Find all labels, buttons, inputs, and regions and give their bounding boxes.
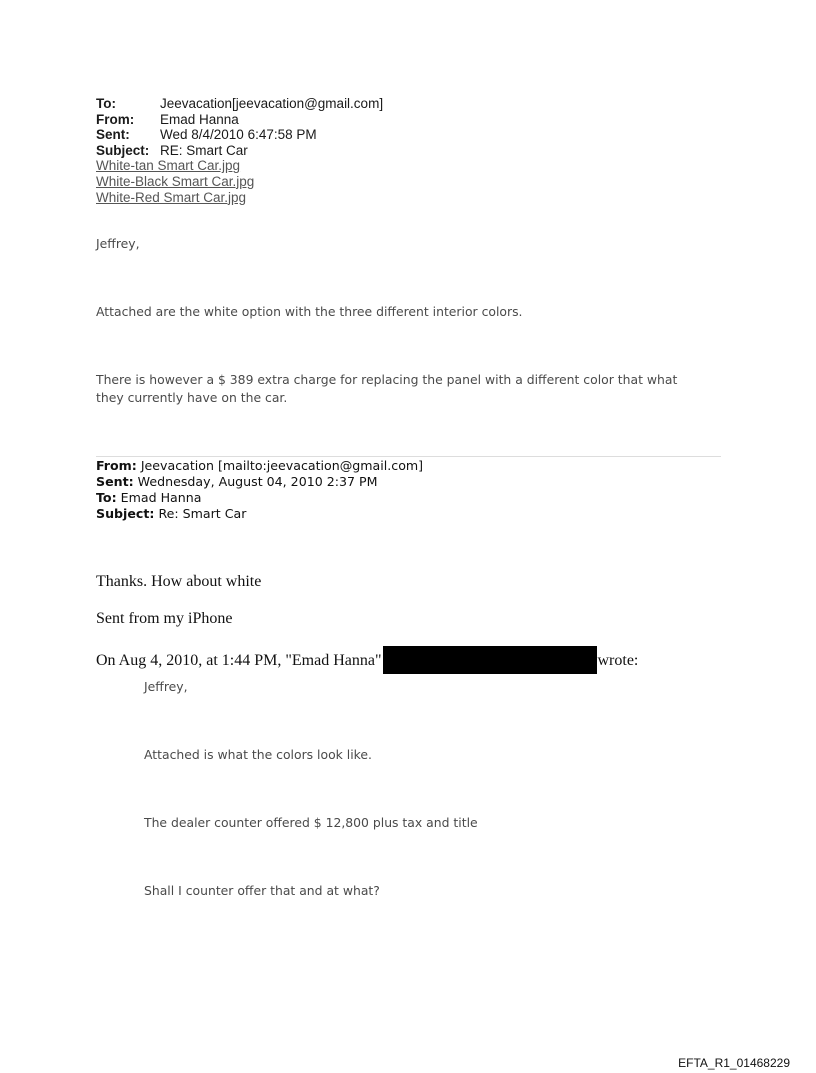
to-row — [96, 96, 383, 112]
sent-row — [96, 127, 383, 143]
original-to-value: Emad Hanna — [120, 490, 202, 505]
original-sent-row — [96, 474, 423, 490]
original-from-label: From: — [96, 458, 137, 473]
redaction-block — [383, 646, 597, 674]
original-signature: Sent from my iPhone — [96, 610, 233, 627]
quoted-paragraph-2: The dealer counter offered $ 12,800 plus tax and title — [144, 815, 478, 830]
original-sent-label: Sent: — [96, 474, 134, 489]
quote-attribution — [96, 646, 638, 674]
sent-value: Wed 8/4/2010 6:47:58 PM — [160, 127, 317, 143]
original-line-1: Thanks. How about white — [96, 573, 262, 590]
to-label: To: — [96, 96, 116, 111]
reply-paragraph-1: Attached are the white option with the three different interior colors. — [96, 304, 523, 319]
original-to-label: To: — [96, 490, 117, 505]
original-from-value: Jeevacation [mailto:jeevacation@gmail.com] — [140, 458, 424, 473]
attachment-link-white-black[interactable]: White-Black Smart Car.jpg — [96, 173, 255, 189]
from-label: From: — [96, 111, 135, 127]
reply-paragraph-2: There is however a $ 389 extra charge for replacing the panel with a different color that what they currently have on the car. — [96, 372, 678, 405]
quoted-greeting: Jeffrey, — [144, 679, 188, 694]
separator-line — [96, 456, 721, 457]
from-value: Emad Hanna — [160, 111, 239, 127]
original-sent-value: Wednesday, August 04, 2010 2:37 PM — [137, 474, 378, 489]
original-subject-row — [96, 506, 423, 522]
original-header — [96, 458, 423, 522]
subject-row — [96, 143, 383, 159]
subject-label: Subject: — [96, 142, 150, 158]
attachment-link-white-red[interactable]: White-Red Smart Car.jpg — [96, 189, 247, 205]
quoted-paragraph-3: Shall I counter offer that and at what? — [144, 883, 380, 898]
quote-attribution-suffix: wrote: — [597, 652, 639, 669]
reply-greeting: Jeffrey, — [96, 236, 140, 251]
original-subject-label: Subject: — [96, 506, 155, 521]
original-from-row — [96, 458, 423, 474]
from-row — [96, 112, 383, 128]
quote-attribution-prefix: On Aug 4, 2010, at 1:44 PM, "Emad Hanna" — [96, 652, 382, 669]
subject-value: RE: Smart Car — [160, 142, 248, 158]
attachment-link-white-tan[interactable]: White-tan Smart Car.jpg — [96, 158, 241, 174]
original-subject-value: Re: Smart Car — [158, 506, 247, 521]
to-value: Jeevacation[jeevacation@gmail.com] — [160, 96, 384, 111]
original-to-row — [96, 490, 423, 506]
document-id: EFTA_R1_01468229 — [678, 1056, 790, 1070]
quoted-paragraph-1: Attached is what the colors look like. — [144, 747, 372, 762]
sent-label: Sent: — [96, 127, 130, 143]
email-header — [96, 96, 383, 205]
